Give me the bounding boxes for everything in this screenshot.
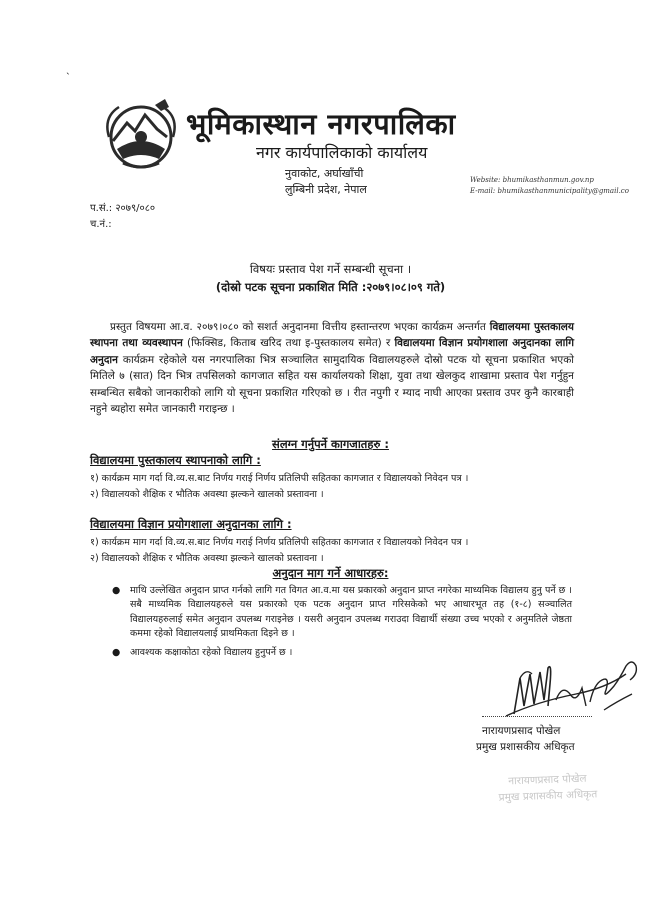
grant-basis-bullet-2: आवश्यक कक्षाकोठा रहेको विद्यालय हुनुपर्ने छ । bbox=[130, 646, 293, 658]
organization-name: भूमिकास्थान नगरपालिका bbox=[186, 107, 456, 141]
body-bold-program-2: विद्यालयमा विज्ञान प्रयोगशाला अनुदानका लागि अनुदान bbox=[90, 337, 574, 366]
address-line-1: नुवाकोट, अर्घाखाँची bbox=[285, 167, 364, 180]
body-bold-program-1: विद्यालयमा पुस्तकालय स्थापना तथा व्यवस्थापन bbox=[90, 321, 575, 350]
grant-basis-bullet-1: माथि उल्लेखित अनुदान प्राप्त गर्नको लागि गत विगत आ.व.मा यस प्रकारको अनुदान प्राप्त नगरेका माध्यमिक विद्यालय हुनु पर्ने छ । सबै माध्यमिक विद्यालयहरुले यस प्रकारको एक पटक अनुदान प्राप्त गरिसकेको भए आधारभूत तह (१-८) सञ्चालित विद्यालयहरुलाई समेत अनुदान उपलब्ध गराइनेछ । यसरी अनुदान उपलब्ध गराउदा विद्यार्थी संख्या उच्च भएको र अनुमतिले जेष्ठता कममा रहेको विद्यालयलाई प्राथमिकता दिइने छ । bbox=[130, 585, 572, 640]
grant-basis-heading: अनुदान माग गर्ने आधारहरु: bbox=[272, 566, 389, 580]
subject-line: विषयः प्रस्ताव पेश गर्ने सम्बन्धी सूचना । bbox=[249, 262, 412, 276]
office-name: नगर कार्यपालिकाको कार्यालय bbox=[256, 143, 428, 162]
section-lab-item-1: १) कार्यक्रम माग गर्दा वि.व्य.स.बाट निर्णय गराई निर्णय प्रतिलिपी सहितका कागजात र विद्यालयको निवेदन पत्र । bbox=[90, 537, 469, 548]
body-text-3: कार्यक्रम रहेकोले यस नगरपालिका भित्र सञ्चालित सामुदायिक विद्यालयहरुले दोस्रो पटक यो सूचना प्रकाशित भएको मितिले ७ (सात) दिन भित्र तपसिलको कागजात सहित यस कार्यालयको शिक्षा, युवा तथा खेलकुद शाखामा प्रस्ताव पेश गर्नुहुन सम्बन्धित सबैको जानकारीको लागि यो सूचना प्रकाशित गरिएको छ । रीत नपुगी र म्याद नाघी आएका प्रस्ताव उपर कुनै कारबाही नहुने ब्यहोरा समेत जानकारी गराइन्छ । bbox=[90, 353, 574, 416]
section-library-item-1: १) कार्यक्रम माग गर्दा वि.व्य.स.बाट निर्णय गराई निर्णय प्रतिलिपी सहितका कागजात र विद्यालयको निवेदन पत्र । bbox=[90, 473, 469, 484]
website: Website: bhumikasthanmun.gov.np bbox=[470, 176, 594, 184]
attachments-heading: संलग्न गर्नुपर्ने कागजातहरु : bbox=[272, 437, 389, 451]
municipal-emblem-icon bbox=[99, 97, 187, 173]
bullet-icon: ● bbox=[112, 585, 121, 596]
subject-date-line: (दोस्रो पटक सूचना प्रकाशित मिति :२०७९।०८।०९ गते) bbox=[215, 280, 446, 294]
signatory-name: नारायणप्रसाद पोखेल bbox=[482, 725, 561, 737]
body-text-2: (फिक्सिड, किताब खरिद तथा इ-पुस्तकालय समेत) र bbox=[187, 337, 391, 350]
section-library-item-2: २) विद्यालयको शैक्षिक र भौतिक अवस्था झल्कने खालको प्रस्तावना । bbox=[90, 489, 324, 500]
faded-stamp bbox=[477, 770, 619, 825]
handwritten-signature bbox=[486, 644, 656, 734]
email: E-mail: bhumikasthanmunicipality@gmail.co bbox=[470, 187, 629, 195]
stamp-line-2: प्रमुख प्रशासकीय अधिकृत bbox=[498, 788, 598, 804]
section-library-title: विद्यालयमा पुस्तकालय स्थापनाको लागि : bbox=[90, 453, 261, 467]
section-lab-title: विद्यालयमा विज्ञान प्रयोगशाला अनुदानका लागि : bbox=[90, 517, 292, 531]
stamp-line-1: नारायणप्रसाद पोखेल bbox=[508, 772, 587, 788]
body-paragraph bbox=[90, 319, 574, 417]
stray-mark: ˴ bbox=[66, 66, 70, 79]
bullet-icon: ● bbox=[112, 646, 121, 658]
dispatch-number: च.नं.: bbox=[90, 219, 112, 230]
body-text-1: प्रस्तुत विषयमा आ.व. २०७९।०८० को सशर्त अनुदानमा वित्तीय हस्तान्तरण भएका कार्यक्रम अन्तर्गत bbox=[110, 321, 486, 333]
list-item bbox=[112, 584, 572, 642]
address-line-2: लुम्बिनी प्रदेश, नेपाल bbox=[285, 183, 367, 196]
signature-line bbox=[482, 716, 592, 717]
letter-number: प.सं.: २०७९/०८० bbox=[90, 203, 156, 214]
signatory-title: प्रमुख प्रशासकीय अधिकृत bbox=[476, 741, 575, 753]
section-lab-item-2: २) विद्यालयको शैक्षिक र भौतिक अवस्था झल्कने खालको प्रस्तावना । bbox=[90, 553, 324, 564]
